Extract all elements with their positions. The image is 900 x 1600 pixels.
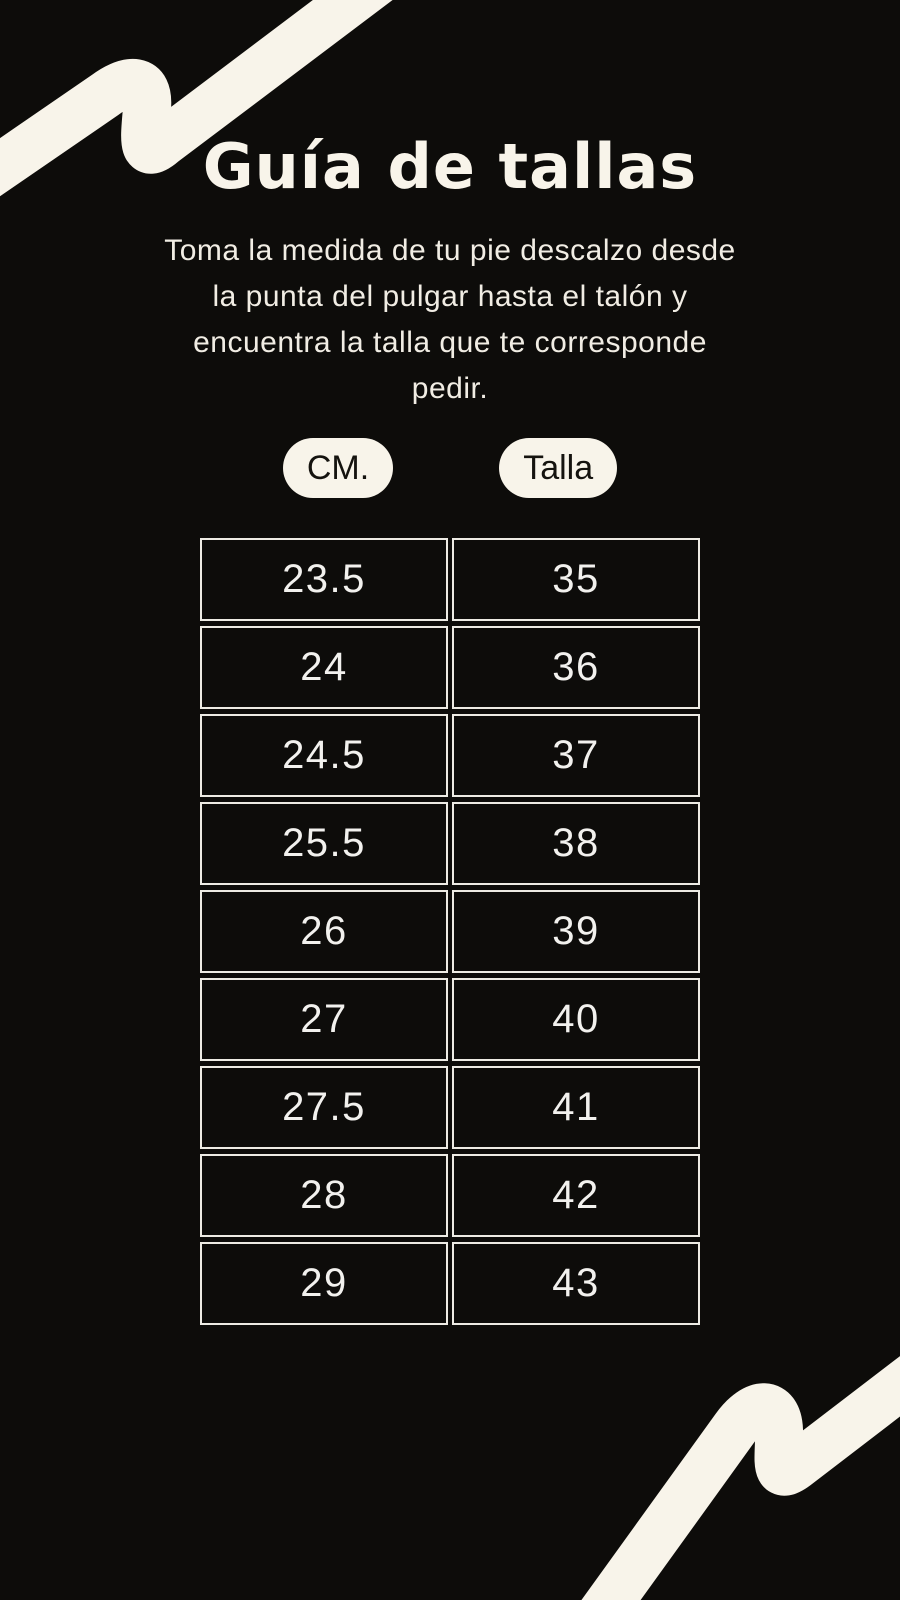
cm-value-cell: 28 — [200, 1154, 448, 1237]
cm-value-cell: 26 — [200, 890, 448, 973]
cm-value-cell: 27 — [200, 978, 448, 1061]
size-table — [200, 538, 700, 1325]
talla-value-cell: 40 — [452, 978, 700, 1061]
cm-value-cell: 25.5 — [200, 802, 448, 885]
intro-text — [0, 228, 900, 412]
talla-value-cell: 37 — [452, 714, 700, 797]
page-title: Guía de tallas — [202, 130, 698, 203]
cm-header-pill: CM. — [283, 438, 393, 498]
cm-value-cell: 23.5 — [200, 538, 448, 621]
intro-line: pedir. — [411, 372, 489, 405]
talla-value-cell: 42 — [452, 1154, 700, 1237]
intro-line: encuentra la talla que te corresponde — [193, 326, 707, 359]
intro-line: Toma la medida de tu pie descalzo desde — [164, 234, 736, 267]
talla-header-pill: Talla — [499, 438, 617, 498]
cm-value-cell: 29 — [200, 1242, 448, 1325]
cm-value-cell: 24.5 — [200, 714, 448, 797]
talla-value-cell: 38 — [452, 802, 700, 885]
cm-value-cell: 27.5 — [200, 1066, 448, 1149]
zigzag-brush-bottom-right-icon — [520, 1300, 900, 1600]
talla-value-cell: 36 — [452, 626, 700, 709]
talla-value-cell: 35 — [452, 538, 700, 621]
cm-value-cell: 24 — [200, 626, 448, 709]
talla-value-cell: 43 — [452, 1242, 700, 1325]
talla-value-cell: 41 — [452, 1066, 700, 1149]
talla-value-cell: 39 — [452, 890, 700, 973]
column-header-pills — [0, 438, 900, 498]
intro-line: la punta del pulgar hasta el talón y — [212, 280, 688, 313]
